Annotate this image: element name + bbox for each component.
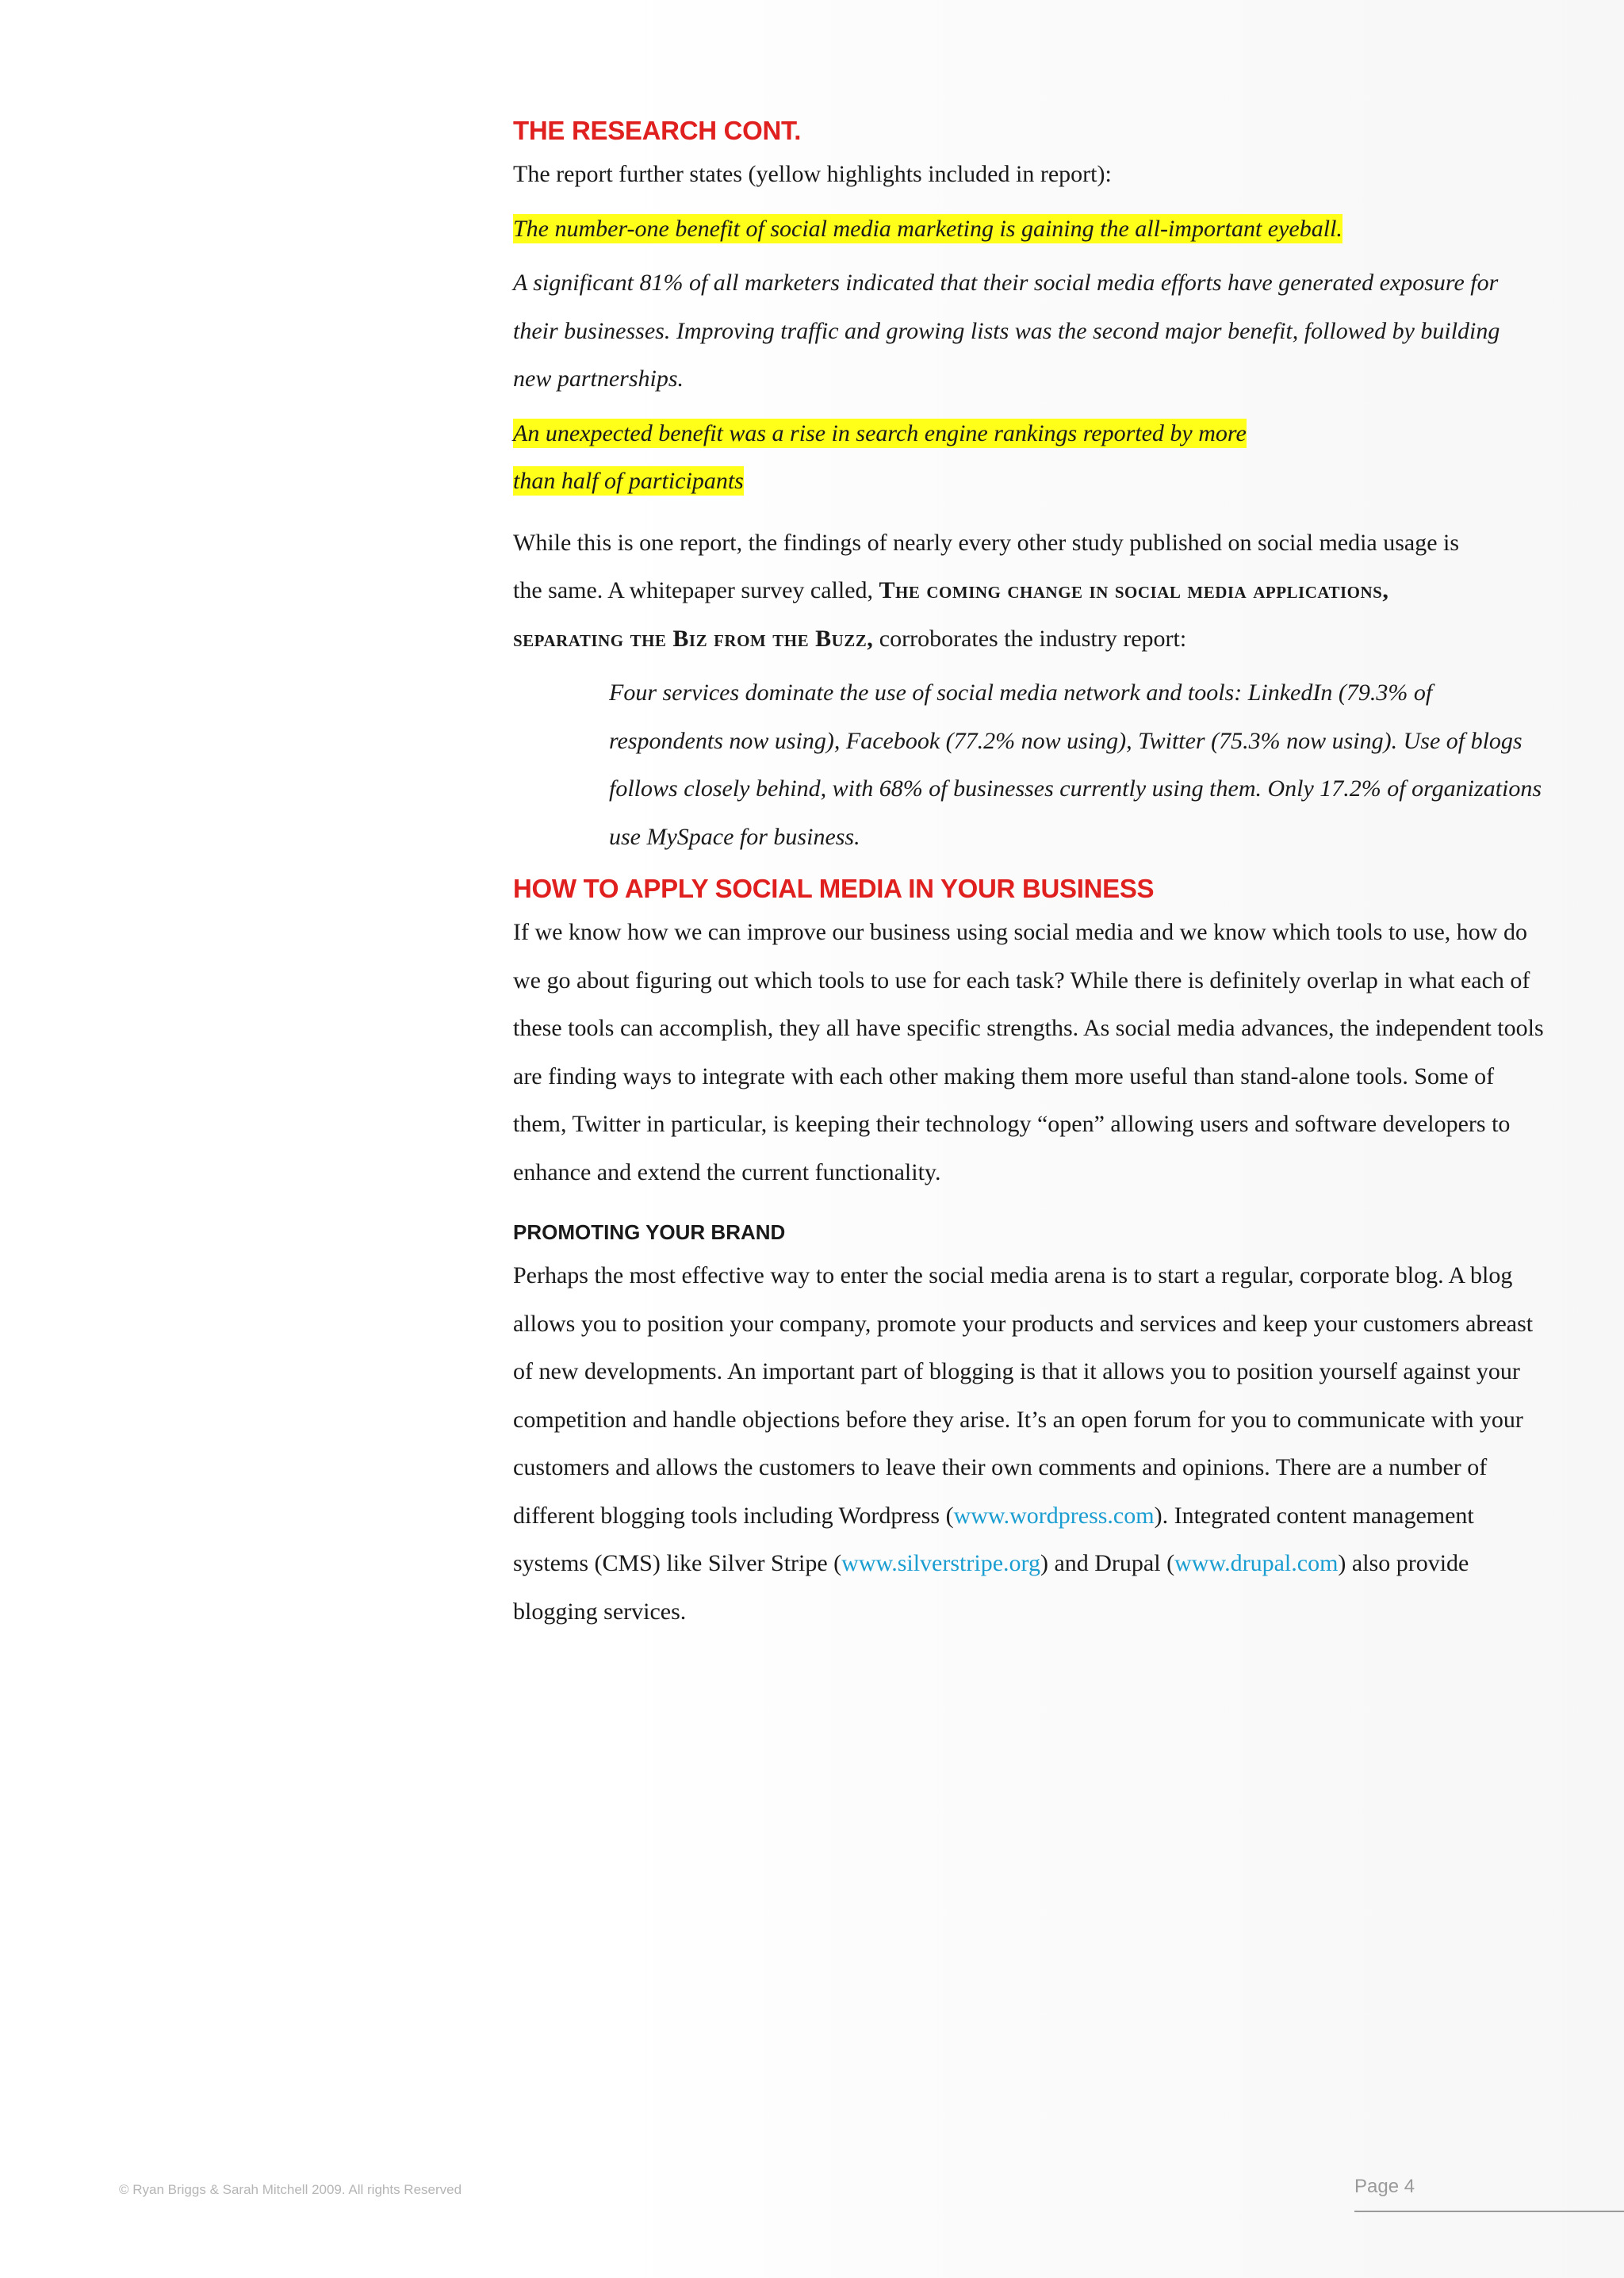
link-silverstripe[interactable]: www.silverstripe.org bbox=[841, 1550, 1040, 1576]
footer-copyright: © Ryan Briggs & Sarah Mitchell 2009. All rights Reserved bbox=[119, 2182, 462, 2197]
highlighted-text: than half of participants bbox=[513, 467, 744, 494]
research-paragraph: While this is one report, the findings of nearly every other study published on social media usage is the same. A whitepaper survey called, The coming change in social media applications, separating the Biz from the Buzz, corroborates the industry report: bbox=[513, 529, 1460, 652]
whitepaper-title: The coming change in social media applications, separating the Biz from the Buzz, bbox=[513, 577, 1389, 652]
section-heading-apply: HOW TO APPLY SOCIAL MEDIA IN YOUR BUSINESS bbox=[513, 874, 1155, 903]
highlight-quote-2 bbox=[513, 410, 1544, 505]
block-quote: Four services dominate the use of social media network and tools: LinkedIn (79.3% of respondents now using), Facebook (77.2% now using), Twitter (75.3% now using). Use of blogs follows closely behind, with 68% of businesses currently using them. Only 17.2% of organizations use MySpace for business. bbox=[609, 680, 1542, 850]
link-wordpress[interactable]: www.wordpress.com bbox=[953, 1502, 1155, 1529]
apply-paragraph: If we know how we can improve our business using social media and we know which tools to use, how do we go about figuring out which tools to use for each task? While there is definitely overlap in what each of these tools can accomplish, they all have specific strengths. As social media advances, the independent tools are finding ways to integrate with each other making them more useful than stand-alone tools. Some of them, Twitter in particular, is keeping their technology “open” allowing users and software developers to enhance and extend the current functionality. bbox=[513, 919, 1544, 1185]
footer-divider bbox=[1354, 2211, 1624, 2212]
highlight-quote-1 bbox=[513, 205, 1544, 254]
highlighted-text: The number-one benefit of social media marketing is gaining the all-important eyeball. bbox=[513, 215, 1342, 242]
section-heading-research: THE RESEARCH CONT. bbox=[513, 116, 802, 145]
brand-paragraph: Perhaps the most effective way to enter the social media arena is to start a regular, corporate blog. A blog allows you to position your company, promote your products and services and keep your customers abreast of new developments. An important part of blogging is that it allows you to position yourself against your competition and handle objections before they arise. It’s an open forum for you to communicate with your customers and allows the customers to leave their own comments and opinions. There are a number of different blogging tools including Wordpress (www.wordpress.com). Integrated content management systems (CMS) like Silver Stripe (www.silverstripe.org) and Drupal (www.drupal.com) also provide blogging services. bbox=[513, 1262, 1534, 1625]
page-number: Page 4 bbox=[1354, 2176, 1415, 2197]
intro-text: The report further states (yellow highlights included in report): bbox=[513, 161, 1112, 187]
link-drupal[interactable]: www.drupal.com bbox=[1174, 1550, 1339, 1576]
italic-paragraph: A significant 81% of all marketers indicated that their social media efforts have generated exposure for their businesses. Improving traffic and growing lists was the second major benefit, followed by building new partnerships. bbox=[513, 270, 1500, 392]
subheading-promoting-brand: PROMOTING YOUR BRAND bbox=[513, 1220, 786, 1244]
highlighted-text: An unexpected benefit was a rise in search engine rankings reported by more bbox=[513, 419, 1247, 446]
document-body bbox=[513, 111, 1544, 1636]
